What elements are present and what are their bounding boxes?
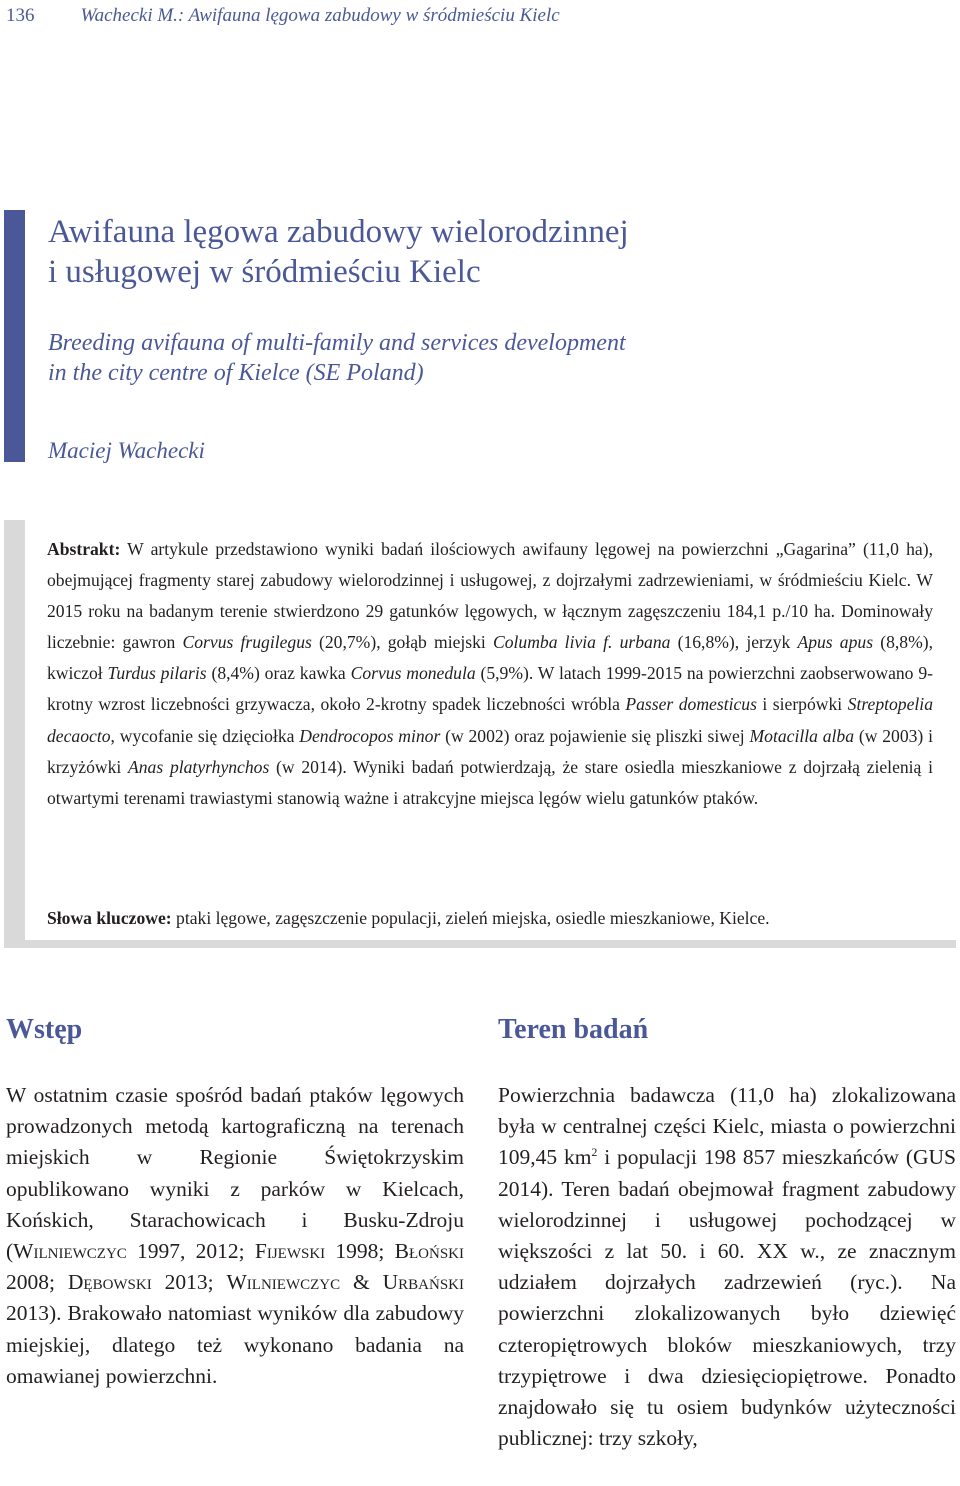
text-segment: 1998; xyxy=(325,1239,395,1264)
cited-author: Fijewski xyxy=(254,1239,326,1264)
keywords-label: Słowa kluczowe: xyxy=(47,908,172,928)
abstract-segment: , wycofanie się dzięciołka xyxy=(110,725,300,746)
title-block xyxy=(4,210,944,462)
abstract-segment: (8,8%), kwiczoł xyxy=(47,632,933,684)
title-en-line-2: in the city centre of Kielce (SE Poland) xyxy=(48,360,424,386)
cited-author: Błoński xyxy=(394,1239,464,1264)
abstract-segment: (w 2014). Wyniki badań potwierdzają, że stare osiedla mieszkaniowe z dojrzałą zielenią i otwartymi terenami trawiastymi stanowią ważne i atrakcyjne miejsca lęgów wielu gatunków ptaków. xyxy=(47,756,933,808)
text-segment: 2013; xyxy=(151,1270,227,1295)
text-segment: 1997, 2012; xyxy=(126,1239,255,1264)
abstract-text xyxy=(47,534,933,814)
intro-section xyxy=(6,1010,464,1392)
species-name: Turdus pilaris xyxy=(107,663,207,684)
article-title-english xyxy=(48,328,928,388)
section-heading-intro: Wstęp xyxy=(6,1014,83,1045)
abstract-segment: W artykule przedstawiono wyniki badań ilościowych awifauny lęgowej na powierzchni „Gagarina” (11,0 ha), obejmującej fragmenty starej zabudowy wielorodzinnej i usługowej, z dojrzałymi zadrzewieniami, w śródmieściu Kielc. W 2015 roku na badanym terenie stwierdzono 29 gatunków lęgowych, w łącznym zagęszczeniu 184,1 p./10 ha. Dominowały liczebnie: gawron xyxy=(47,539,933,653)
species-name: Columba livia f. urbana xyxy=(493,632,671,653)
abstract-label: Abstrakt: xyxy=(47,539,121,559)
abstract-segment: (16,8%), jerzyk xyxy=(670,632,798,653)
abstract-bottom-rule xyxy=(4,940,956,948)
species-name: Streptopelia decaocto xyxy=(47,694,933,746)
abstract-segment: (5,9%). W latach 1999-2015 na powierzchni zaobserwowano 9-krotny wzrost liczebności grzywacza, około 2-krotny spadek liczebności wróbla xyxy=(47,663,933,715)
keywords-text: ptaki lęgowe, zagęszczenie populacji, zieleń miejska, osiedle mieszkaniowe, Kielce. xyxy=(171,908,770,928)
text-segment: i populacji 198 857 mieszkańców (GUS 2014). Teren badań obejmował fragment zabudowy wielorodzinnej i usługowej pochodzącej w większości z lat 50. i 60. XX w., ze znacznym udziałem dojrzałych zadrzewień (ryc.). Na powierzchni zlokalizowanych było dziewięć czteropiętrowych bloków mieszkaniowych, trzy trzypiętrowe i dwa dziesięciopiętrowe. Ponadto znajdowało się tu osiem budynków użyteczności publicznej: trzy szkoły, xyxy=(498,1145,956,1451)
species-name: Dendrocopos minor xyxy=(299,725,441,746)
intro-paragraph xyxy=(6,1080,464,1392)
title-pl-line-2: i usługowej w śródmieściu Kielc xyxy=(48,254,481,290)
abstract-segment: i sierpówki xyxy=(756,694,848,715)
species-name: Motacilla alba xyxy=(749,725,855,746)
study-area-paragraph xyxy=(498,1080,956,1454)
cited-author: Wilniewczyc xyxy=(13,1239,127,1264)
species-name: Passer domesticus xyxy=(625,694,757,715)
article-title-polish xyxy=(48,212,928,292)
title-en-line-1: Breeding avifauna of multi-family and services development xyxy=(48,330,626,356)
title-pl-line-1: Awifauna lęgowa zabudowy wielorodzinnej xyxy=(48,214,629,250)
species-name: Corvus monedula xyxy=(350,663,476,684)
superscript: 2 xyxy=(591,1145,598,1160)
abstract-segment: (20,7%), gołąb miejski xyxy=(311,632,493,653)
species-name: Corvus frugilegus xyxy=(182,632,312,653)
page-number: 136 xyxy=(6,5,35,26)
title-accent-bar xyxy=(4,210,25,462)
text-segment: 2013). Brakowało natomiast wyników dla zabudowy miejskiej, dlatego też wykonano badania na omawianej powierzchni. xyxy=(6,1301,464,1388)
abstract-side-bar xyxy=(4,520,25,948)
abstract-segment: (8,4%) oraz kawka xyxy=(206,663,351,684)
text-segment: W ostatnim czasie spośród badań ptaków lęgowych prowadzonych metodą kartograficzną na terenach miejskich w Regionie Świętokrzyskim opublikowano wyniki z parków w Kielcach, Końskich, Starachowicach i Busku-Zdroju ( xyxy=(6,1083,464,1264)
species-name: Apus apus xyxy=(797,632,874,653)
cited-author: Wilniewczyc & Urbański xyxy=(226,1270,464,1295)
abstract-box xyxy=(4,520,956,948)
abstract-segment: (w 2002) oraz pojawienie się pliszki siwej xyxy=(440,725,750,746)
author-name: Maciej Wachecki xyxy=(48,438,205,463)
text-segment: Powierzchnia badawcza (11,0 ha) zlokalizowana była w centralnej części Kielc, miasta o powierzchni 109,45 km xyxy=(498,1083,956,1170)
running-title: Wachecki M.: Awifauna lęgowa zabudowy w śródmieściu Kielc xyxy=(80,5,560,26)
text-segment: 2008; xyxy=(6,1270,68,1295)
section-heading-study-area: Teren badań xyxy=(498,1014,649,1045)
abstract-segment: (w 2003) i krzyżówki xyxy=(47,725,933,777)
keywords xyxy=(47,906,937,930)
species-name: Anas platyrhynchos xyxy=(128,756,270,777)
cited-author: Dębowski xyxy=(67,1270,152,1295)
study-area-section xyxy=(498,1010,956,1454)
running-header xyxy=(6,4,560,28)
